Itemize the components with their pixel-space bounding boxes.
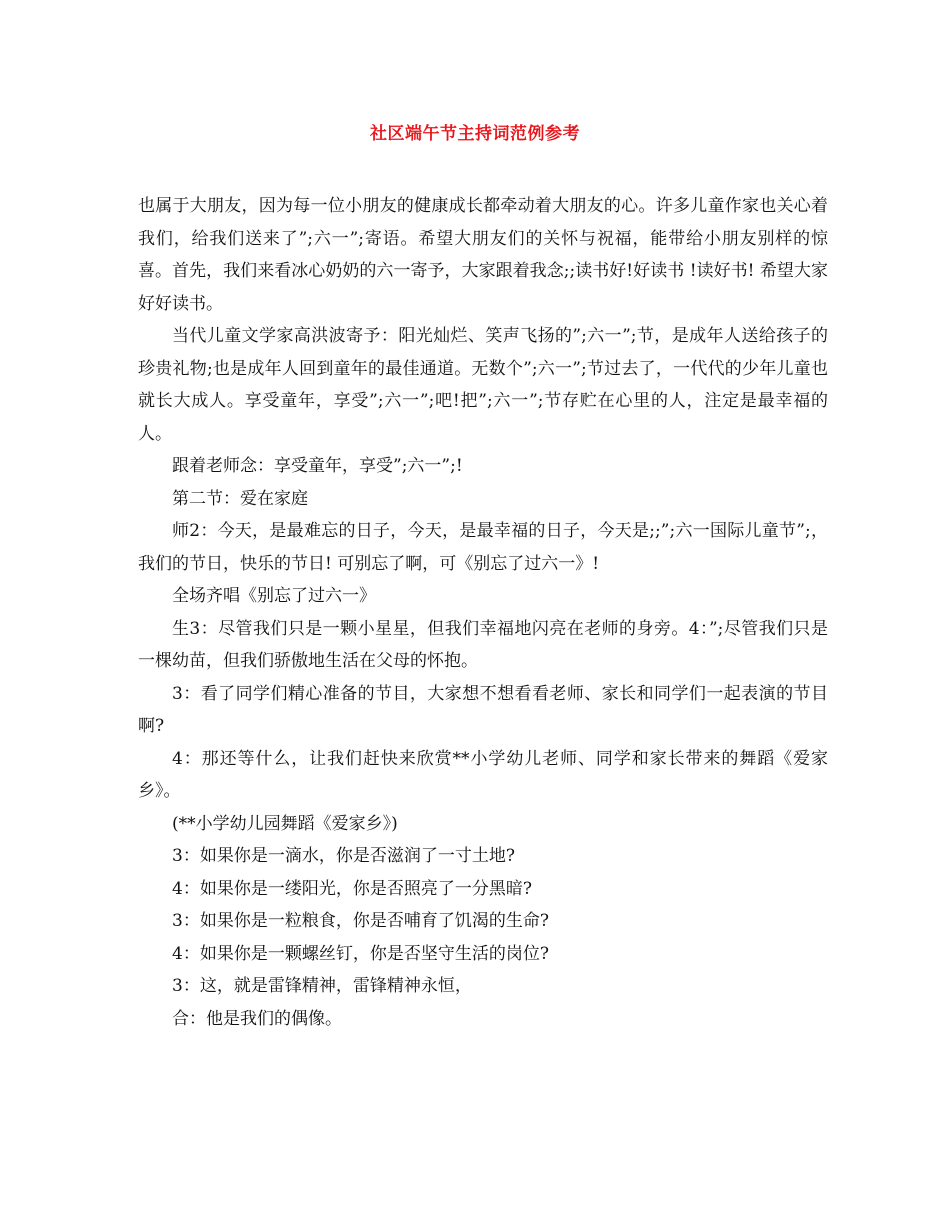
paragraph-14: 4：如果你是一颗螺丝钉，你是否坚守生活的岗位?: [172, 943, 549, 964]
paragraph-15: 3：这，就是雷锋精神，雷锋精神永恒，: [172, 976, 472, 996]
paragraph-16: 合：他是我们的偶像。: [172, 1008, 342, 1029]
document-body: [138, 190, 828, 1035]
paragraph-2: 当代儿童文学家高洪波寄予：阳光灿烂、笑声飞扬的”;六一”;节，是成年人送给孩子的珍贵礼物;也是成年人回到童年的最佳通道。无数个”;六一”;节过去了，一代代的少年儿童也就长大成人。享受童年，享受”;六一”;吧!把”;六一”;节存贮在心里的人，注定是最幸福的人。: [138, 326, 828, 444]
paragraph-6: 全场齐唱《别忘了过六一》: [172, 586, 376, 606]
paragraph-7: 生3：尽管我们只是一颗小星星，但我们幸福地闪亮在老师的身旁。4：”;尽管我们只是一棵幼苗，但我们骄傲地生活在父母的怀抱。: [138, 618, 828, 671]
document-title: 社区端午节主持词范例参考: [370, 124, 580, 144]
paragraph-13: 3：如果你是一粒粮食，你是否哺育了饥渴的生命?: [172, 911, 549, 931]
paragraph-3: 跟着老师念：享受童年，享受”;六一”;!: [172, 456, 463, 476]
section-heading: 第二节：爱在家庭: [172, 488, 308, 509]
paragraph-10: (**小学幼儿园舞蹈《爱家乡》): [172, 813, 398, 834]
paragraph-5: 师2：今天，是最难忘的日子，今天，是最幸福的日子，今天是;;”;六一国际儿童节”;，我们的节日，快乐的节日! 可别忘了啊，可《别忘了过六一》!: [138, 521, 828, 574]
paragraph-9: 4：那还等什么，让我们赶快来欣赏**小学幼儿老师、同学和家长带来的舞蹈《爱家乡》。: [138, 748, 828, 801]
paragraph-1: 也属于大朋友，因为每一位小朋友的健康成长都牵动着大朋友的心。许多儿童作家也关心着我们，给我们送来了”;六一”;寄语。希望大朋友们的关怀与祝福，能带给小朋友别样的惊喜。首先，我们来看冰心奶奶的六一寄予，大家跟着我念;;读书好!好读书 !读好书! 希望大家好好读书。: [138, 196, 828, 314]
paragraph-11: 3：如果你是一滴水，你是否滋润了一寸土地?: [172, 846, 515, 866]
paragraph-8: 3：看了同学们精心准备的节目，大家想不想看看老师、家长和同学们一起表演的节目啊?: [138, 683, 828, 736]
paragraph-12: 4：如果你是一缕阳光，你是否照亮了一分黑暗?: [172, 878, 532, 899]
